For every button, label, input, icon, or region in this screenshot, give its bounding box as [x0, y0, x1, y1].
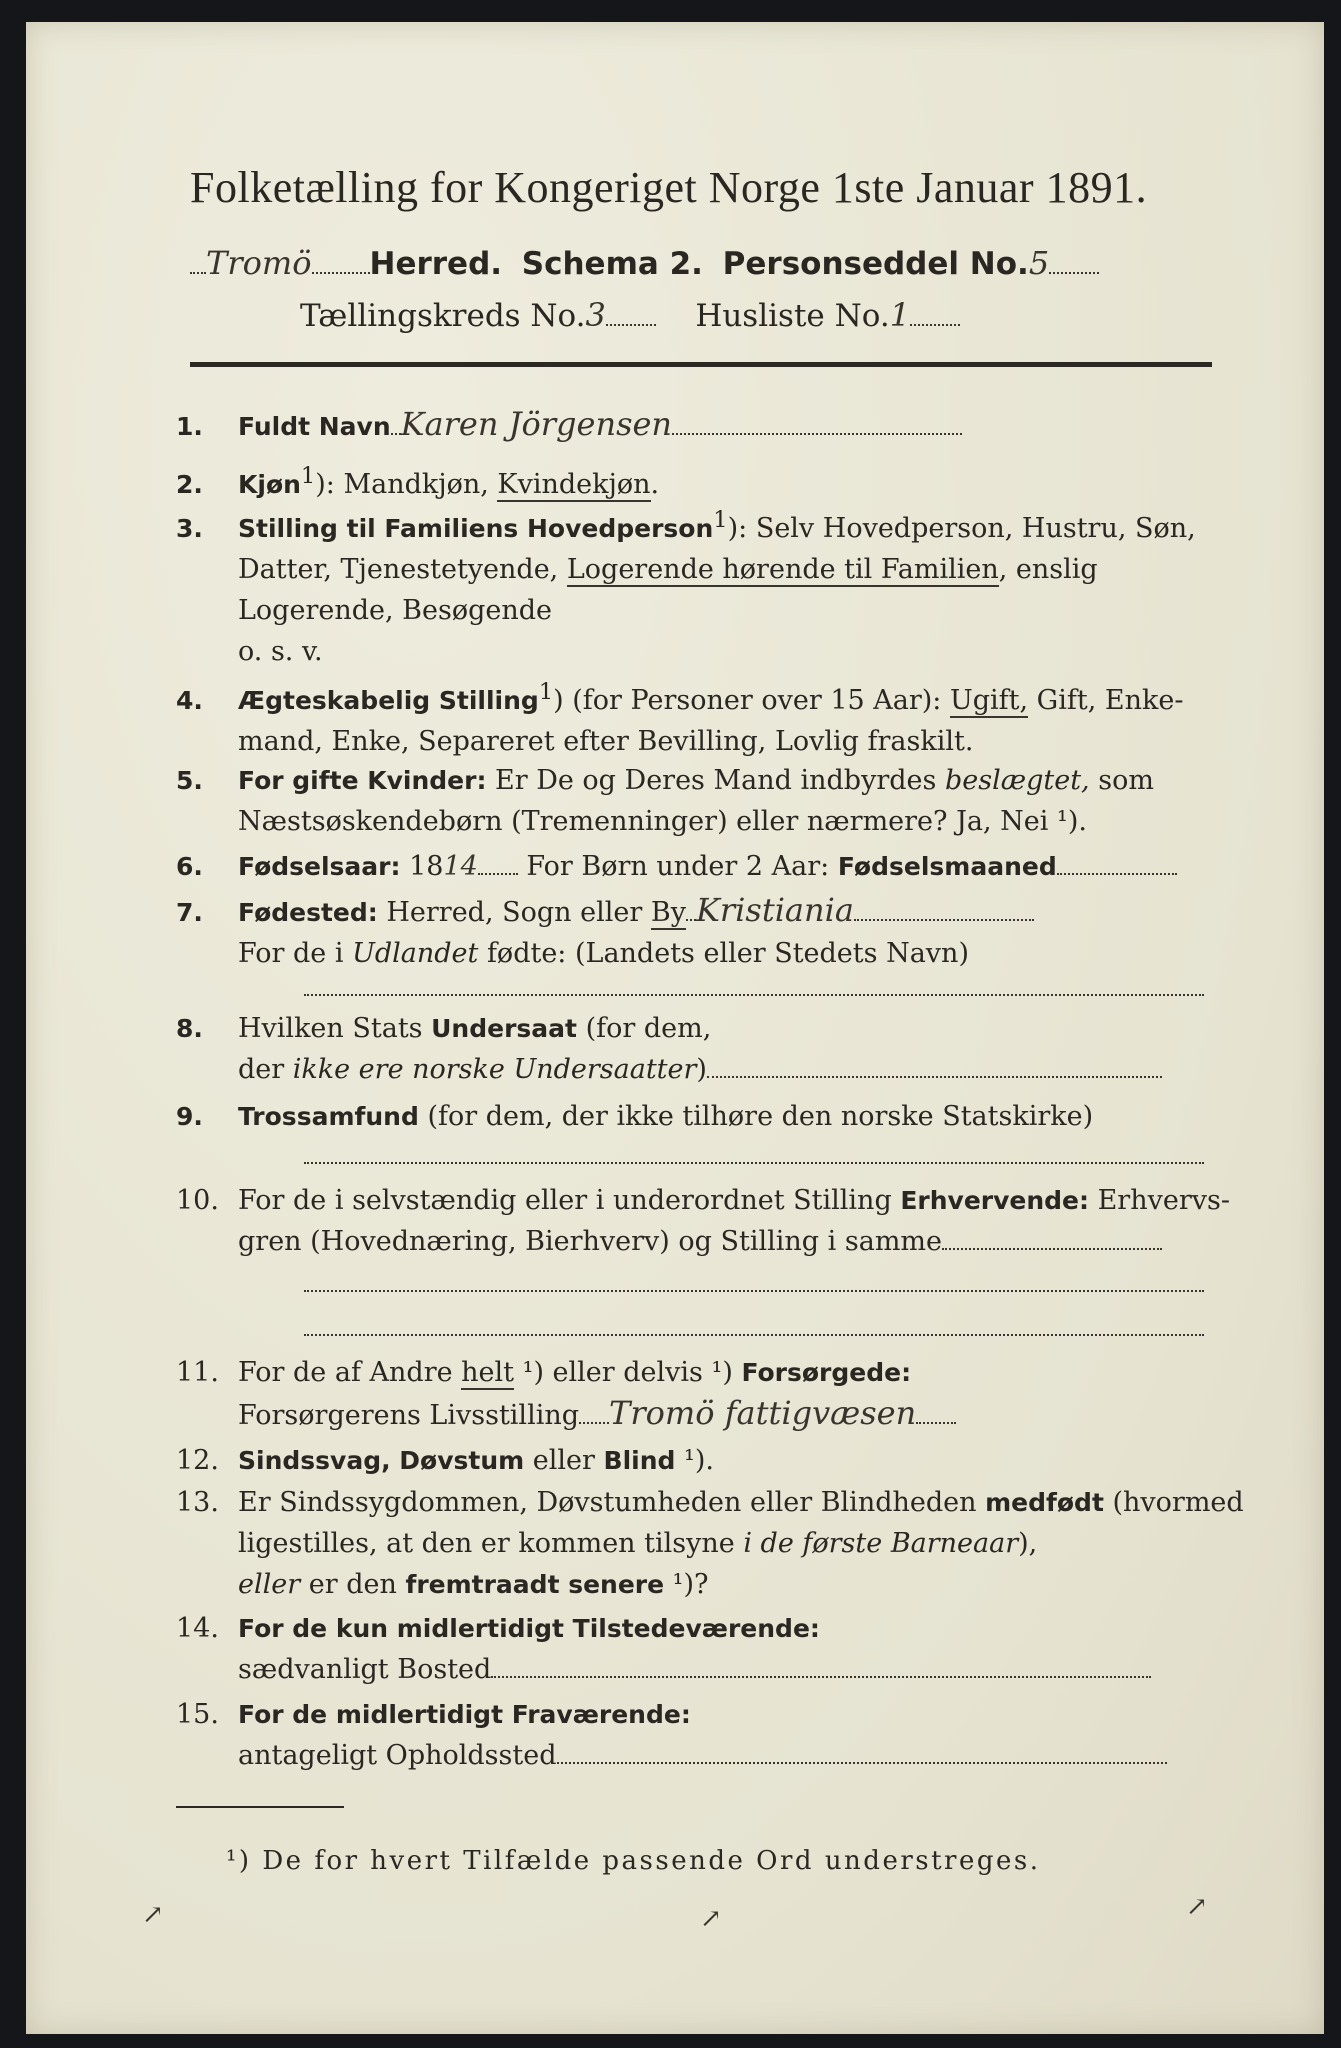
header-line-kreds	[300, 296, 1100, 334]
kreds-value: 3	[585, 296, 606, 334]
question-5: 5. For gifte Kvinder: Er De og Deres Mand indbyrdes beslægtet, som Næstsøskendebørn (Tremenninger) eller nærmere? Ja, Nei ¹).	[176, 765, 1154, 837]
herred-value: Tromö	[206, 244, 312, 282]
q6-answer: 14	[443, 851, 478, 882]
question-13: 13. Er Sindssygdommen, Døvstumheden eller Blindheden medfødt (hvormed ligestilles, at den er kommen tilsyne i de første Barneaar), eller er den fremtraadt senere ¹)?	[176, 1487, 1244, 1600]
q10-blank-line-2	[304, 1334, 1204, 1336]
question-1: 1. Fuldt Navn Karen Jörgensen	[176, 404, 962, 447]
question-3: 3. Stilling til Familiens Hovedperson$^1$): Selv Hovedperson, Hustru, Søn, Datter, Tjenestetyende, Logerende hørende til Familien, enslig Logerende, Besøgende o. s. v.	[176, 507, 1196, 667]
pen-mark-left: ↗	[142, 1900, 164, 1930]
question-6: 6. Fødselsaar: 1814 For Børn under 2 Aar: Fødselsmaaned	[176, 846, 1177, 887]
personseddel-label: Personseddel No.	[722, 246, 1029, 282]
form-title: Folketælling for Kongeriget Norge 1ste Januar 1891.	[190, 163, 1148, 212]
question-8: 8. Hvilken Stats Undersaat (for dem, der ikke ere norske Undersaatter)	[176, 1008, 1162, 1090]
question-12: 12. Sindssvag, Døvstum eller Blind ¹).	[176, 1445, 714, 1476]
husliste-label: Husliste No.	[695, 298, 890, 334]
question-11: 11. For de af Andre helt ¹) eller delvis ¹) Forsørgede: Forsørgerens Livsstilling Tromö fattigvæsen	[176, 1352, 956, 1436]
question-9: 9. Trossamfund (for dem, der ikke tilhøre den norske Statskirke)	[176, 1101, 1094, 1132]
q9-blank-line	[304, 1162, 1204, 1164]
header-line-herred	[190, 244, 1210, 282]
question-4: 4. Ægteskabelig Stilling$^1$) (for Personer over 15 Aar): Ugift, Gift, Enke- mand, Enke, Separeret efter Bevilling, Lovlig fraskilt.	[176, 679, 1184, 757]
q11-answer: Tromö fattigvæsen	[609, 1394, 917, 1432]
footnote-rule	[176, 1806, 344, 1808]
q1-label: Fuldt Navn	[238, 412, 391, 441]
question-7: 7. Fødested: Herred, Sogn eller By Kristiania For de i Udlandet fødte: (Landets eller Stedets Navn)	[176, 890, 1034, 974]
footnote: ¹) De for hvert Tilfælde passende Ord understreges.	[226, 1846, 1041, 1876]
q7-answer: Kristiania	[695, 891, 854, 929]
herred-label: Herred.	[369, 246, 503, 282]
question-15: 15. For de midlertidigt Fraværende: antageligt Opholdssted	[176, 1694, 1167, 1776]
husliste-value: 1	[889, 296, 911, 334]
personseddel-value: 5	[1028, 244, 1050, 282]
pen-mark-right: ↗	[1186, 1892, 1208, 1922]
q7-blank-line	[304, 994, 1204, 996]
q1-answer: Karen Jörgensen	[400, 405, 673, 443]
question-10: 10. For de i selvstændig eller i underordnet Stilling Erhvervende: Erhvervs- gren (Hovednæring, Bierhverv) og Stilling i samme	[176, 1185, 1230, 1257]
header-rule	[190, 362, 1212, 367]
question-14: 14. For de kun midlertidigt Tilstedeværende: sædvanligt Bosted	[176, 1608, 1151, 1690]
pen-mark-center: ↗	[700, 1904, 722, 1934]
schema-label: Schema 2.	[521, 246, 703, 282]
question-2: 2. Kjøn$^1$): Mandkjøn, Kvindekjøn.	[176, 463, 660, 500]
kreds-label: Tællingskreds No.	[300, 298, 586, 334]
q10-blank-line-1	[304, 1290, 1204, 1292]
